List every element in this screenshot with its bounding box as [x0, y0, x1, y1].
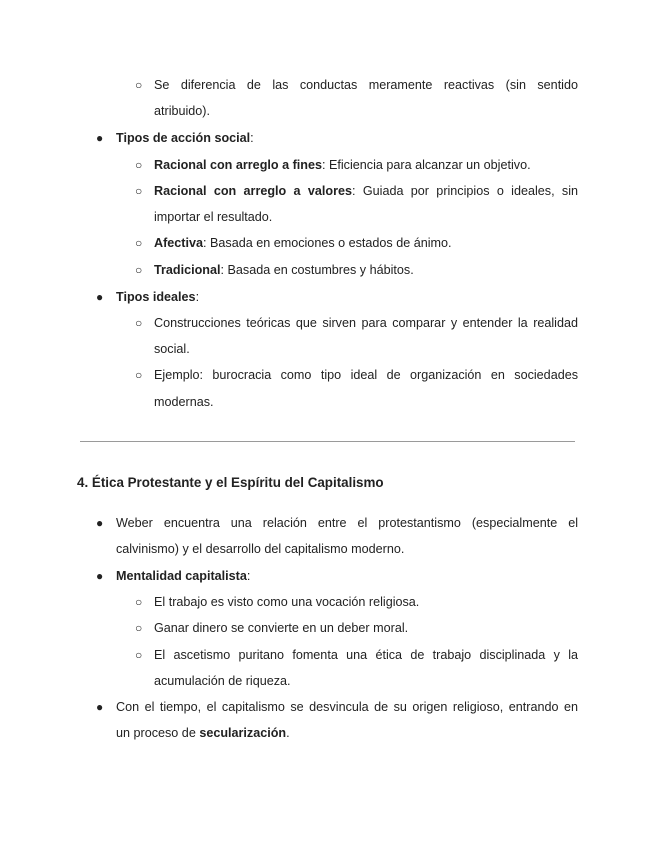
tipos-accion-label: Tipos de acción social	[116, 131, 251, 145]
tipos-accion-item: Tipos de acción social:	[116, 131, 254, 145]
tiempo-line2-text: un proceso de	[116, 726, 200, 740]
weber-line1: Weber encuentra una relación entre el protestantismo (especialmente el	[116, 516, 578, 530]
tiempo-line1: Con el tiempo, el capitalismo se desvincula de su origen religioso, entrando en	[116, 700, 578, 714]
racional-valores-label: Racional con arreglo a valores	[154, 184, 353, 198]
tipos-ideales-label: Tipos ideales	[116, 290, 196, 304]
bullet-marker: ●	[96, 569, 104, 583]
bullet-marker: ●	[96, 516, 104, 530]
tradicional-text: : Basada en costumbres y hábitos.	[220, 263, 414, 277]
ejemplo-line1: Ejemplo: burocracia como tipo ideal de organización en sociedades	[154, 368, 578, 382]
tradicional-item	[154, 262, 414, 278]
sub-bullet-marker: ○	[135, 78, 143, 92]
afectiva-label: Afectiva	[154, 236, 203, 250]
bullet-marker: ●	[96, 290, 104, 304]
racional-valores-text: : Guiada por principios o ideales, sin	[352, 184, 579, 198]
section-heading: 4. Ética Protestante y el Espíritu del Capitalismo	[77, 475, 384, 490]
secularizacion-term: secularización	[199, 726, 287, 740]
sub-bullet-marker: ○	[135, 368, 143, 382]
sub-bullet-marker: ○	[135, 263, 143, 277]
sub-bullet-marker: ○	[135, 595, 143, 609]
reactivas-text-line2: atribuido).	[154, 104, 211, 118]
section-divider	[80, 441, 575, 442]
tiempo-line2	[116, 725, 290, 741]
tiempo-period: .	[286, 726, 290, 740]
mentalidad-label: Mentalidad capitalista	[116, 569, 247, 583]
sub-bullet-marker: ○	[135, 621, 143, 635]
ganar-item: Ganar dinero se convierte en un deber moral.	[154, 621, 409, 635]
tipos-ideales-item: Tipos ideales:	[116, 290, 200, 304]
bullet-marker: ●	[96, 131, 104, 145]
racional-fines-item	[154, 157, 531, 173]
mentalidad-item: Mentalidad capitalista:	[116, 569, 251, 583]
sub-bullet-marker: ○	[135, 648, 143, 662]
construcciones-line2: social.	[154, 342, 190, 356]
racional-fines-text: : Eficiencia para alcanzar un objetivo.	[321, 158, 531, 172]
reactivas-text-line1: Se diferencia de las conductas meramente reactivas (sin sentido	[154, 78, 578, 92]
racional-valores-item	[154, 183, 578, 199]
ascetismo-line2: acumulación de riqueza.	[154, 674, 291, 688]
racional-fines-label: Racional con arreglo a fines	[154, 158, 322, 172]
bullet-marker: ●	[96, 700, 104, 714]
ejemplo-line2: modernas.	[154, 395, 214, 409]
afectiva-text: : Basada en emociones o estados de ánimo.	[203, 236, 452, 250]
afectiva-item	[154, 235, 452, 251]
tradicional-label: Tradicional	[154, 263, 221, 277]
sub-bullet-marker: ○	[135, 158, 143, 172]
construcciones-line1: Construcciones teóricas que sirven para comparar y entender la realidad	[154, 316, 578, 330]
racional-valores-cont: importar el resultado.	[154, 210, 273, 224]
weber-line2: calvinismo) y el desarrollo del capitalismo moderno.	[116, 542, 405, 556]
sub-bullet-marker: ○	[135, 184, 143, 198]
trabajo-item: El trabajo es visto como una vocación religiosa.	[154, 595, 420, 609]
ascetismo-line1: El ascetismo puritano fomenta una ética de trabajo disciplinada y la	[154, 648, 578, 662]
sub-bullet-marker: ○	[135, 316, 143, 330]
sub-bullet-marker: ○	[135, 236, 143, 250]
